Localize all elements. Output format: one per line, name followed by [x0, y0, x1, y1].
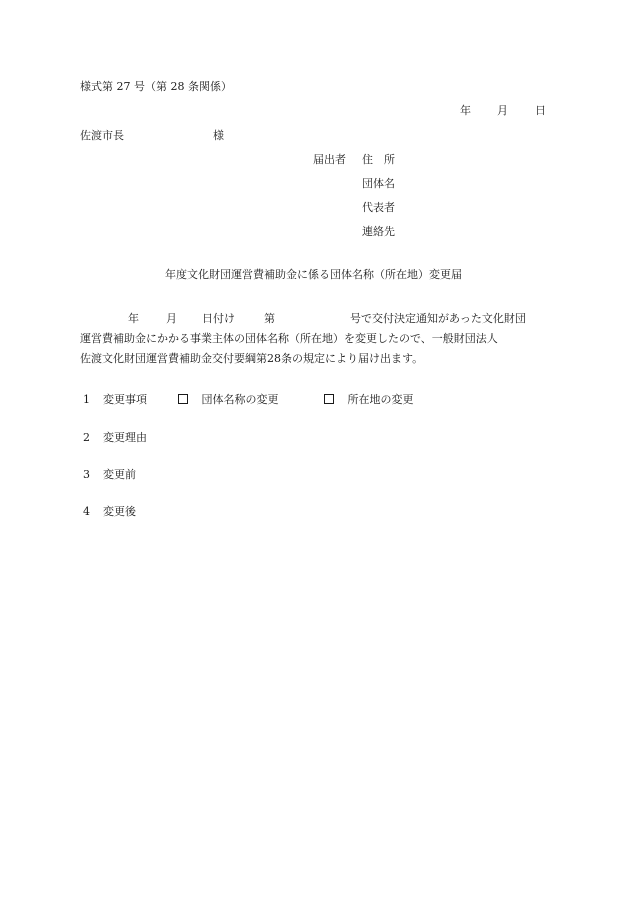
applicant-label: 届出者	[313, 153, 346, 166]
body-line-3: 佐渡文化財団運営費補助金交付要綱第28条の規定により届け出ます。	[80, 352, 424, 365]
body-dated: 日付け	[202, 312, 235, 325]
addressee-name: 佐渡市長	[80, 129, 124, 142]
option-group-name-change-label: 団体名称の変更	[201, 393, 279, 406]
date-month: 月	[497, 104, 508, 117]
item-number-2: 2	[83, 431, 90, 444]
item-label-change-reason: 変更理由	[103, 431, 147, 444]
applicant-field-group-name: 団体名	[362, 177, 395, 190]
body-month: 月	[166, 312, 177, 325]
item-number-4: 4	[83, 505, 90, 518]
applicant-field-address: 住 所	[362, 153, 395, 166]
body-line-1	[80, 309, 555, 329]
option-location-change-label: 所在地の変更	[347, 393, 414, 406]
item-number-3: 3	[83, 468, 90, 481]
body-number-prefix: 第	[264, 312, 275, 325]
location-change-checkbox[interactable]	[324, 394, 334, 404]
form-number: 様式第 27 号（第 28 条関係）	[80, 80, 232, 93]
document-title: 年度文化財団運営費補助金に係る団体名称（所在地）変更届	[165, 268, 462, 281]
date-year: 年	[460, 104, 471, 117]
item-number-1: 1	[83, 393, 90, 406]
applicant-field-representative: 代表者	[362, 201, 395, 214]
item-label-change-matter: 変更事項	[103, 393, 147, 406]
body-paragraph	[80, 309, 555, 369]
option-group-name-change[interactable]	[178, 393, 279, 407]
addressee-honorific: 様	[213, 129, 224, 142]
body-year: 年	[128, 312, 139, 325]
date-day: 日	[535, 104, 546, 117]
body-line-1-rest: 号で交付決定通知があった文化財団	[350, 312, 526, 325]
item-label-after-change: 変更後	[103, 505, 136, 518]
item-label-before-change: 変更前	[103, 468, 136, 481]
body-line-2: 運営費補助金にかかる事業主体の団体名称（所在地）を変更したので、一般財団法人	[80, 332, 498, 345]
option-location-change[interactable]	[324, 393, 414, 407]
applicant-field-contact: 連絡先	[362, 225, 395, 238]
group-name-change-checkbox[interactable]	[178, 394, 188, 404]
